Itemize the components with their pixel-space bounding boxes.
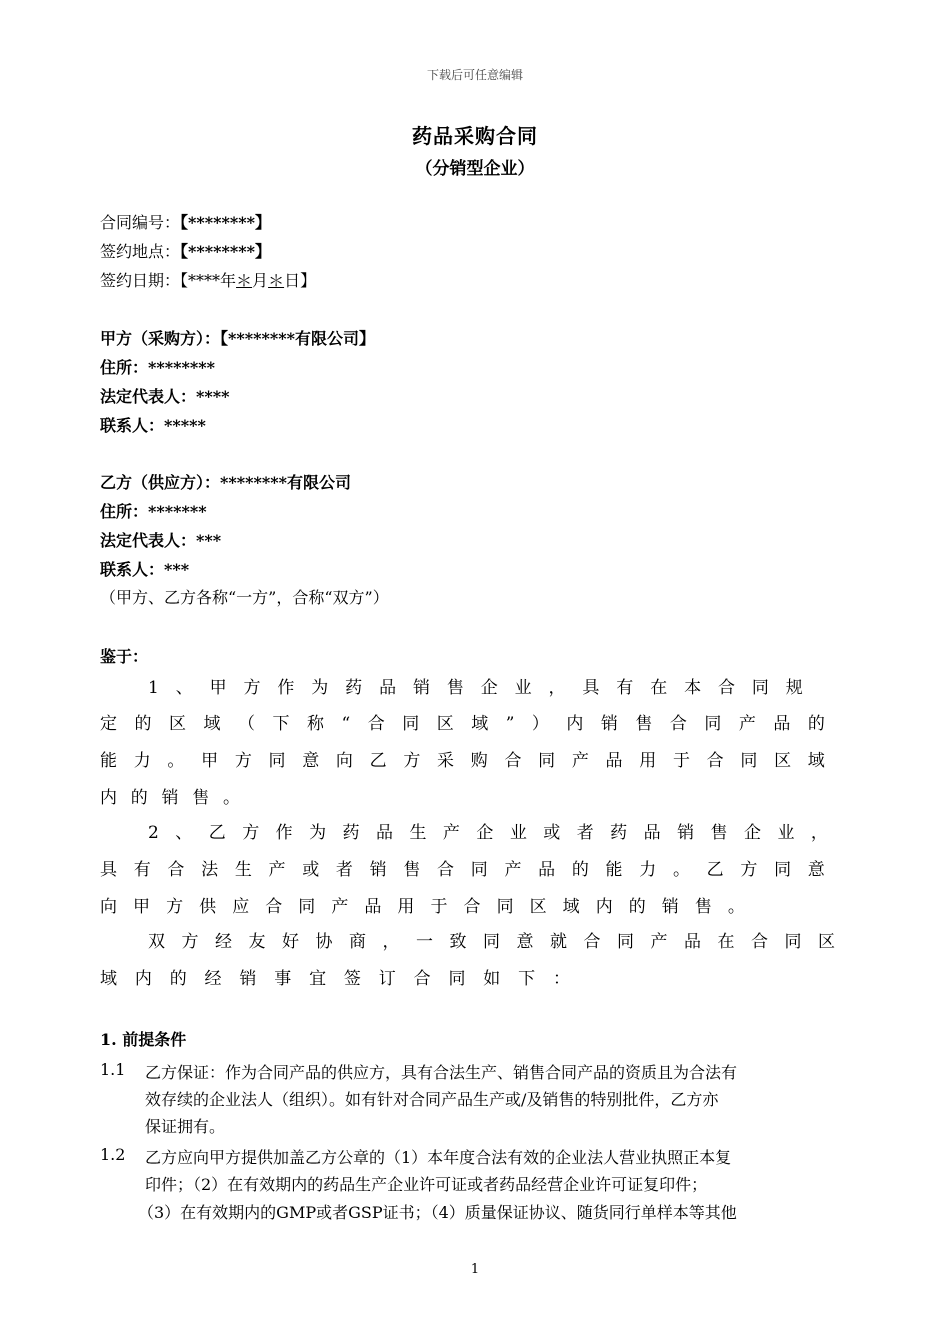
signing-date-label: 签约日期： <box>100 271 181 290</box>
signing-place-line <box>100 242 271 262</box>
recital-char: 者 <box>335 860 353 880</box>
recital-char: 同 <box>740 751 758 771</box>
party-a-name-label: 甲方（采购方）： <box>100 329 221 348</box>
recital-char: 同 <box>448 969 466 989</box>
recital-char: 好 <box>282 932 299 952</box>
recital-char: 者 <box>576 823 594 843</box>
clause-1-1-line: 乙方保证：作为合同产品的供应方，具有合法生产、销售合同产品的资质且为合法有 <box>145 1063 738 1082</box>
recital-char: 意 <box>807 860 825 880</box>
recital-char: 同 <box>751 678 769 698</box>
recital-char: 具 <box>100 860 117 880</box>
recital-char: 方 <box>740 860 758 880</box>
recital-char: 产 <box>504 860 522 880</box>
document-title: 药品采购合同 <box>412 124 538 148</box>
clause-1-2-line: 印件；（2）在有效期内的药品生产企业许可证或者药品经营企业许可证复印件； <box>145 1175 708 1194</box>
recital-char: 产 <box>442 823 460 843</box>
recital-char: 的 <box>130 788 148 808</box>
recital-char: 。 <box>167 751 185 771</box>
recital-char: 甲 <box>201 751 219 771</box>
recital-char: 合 <box>583 932 601 952</box>
signing-place-value: 【********】 <box>180 242 271 261</box>
recital-char: 力 <box>639 860 657 880</box>
recital-char: 品 <box>684 932 701 952</box>
recital-char: 甲 <box>209 678 227 698</box>
contract-number-label: 合同编号： <box>100 213 181 232</box>
recital-char: 药 <box>342 823 360 843</box>
recital-char: 就 <box>550 932 567 952</box>
recital-char: 订 <box>378 969 396 989</box>
recital-char: 能 <box>605 860 623 880</box>
recital-char: 同 <box>538 751 556 771</box>
party-a-address: 住所：******** <box>100 358 215 377</box>
recital-char: 域 <box>807 751 825 771</box>
recital-char: 。 <box>672 860 690 880</box>
recital-char: 销 <box>239 969 257 989</box>
recital-char: 有 <box>133 860 151 880</box>
recital-char: 售 <box>694 897 712 917</box>
recital-char: 合 <box>706 751 724 771</box>
recital-char: 的 <box>134 714 152 734</box>
recital-char: 合 <box>367 714 385 734</box>
recital-char: 1 <box>148 678 159 698</box>
clause-1-1-line: 保证拥有。 <box>145 1117 226 1136</box>
recital-char: ， <box>382 932 400 952</box>
recital-char: 同 <box>298 897 316 917</box>
recital-char: 供 <box>199 897 217 917</box>
recital-char: 销 <box>161 788 179 808</box>
recital-char: 的 <box>571 860 589 880</box>
recital-char: 、 <box>175 678 193 698</box>
contract-number-line <box>100 213 271 233</box>
recital-char: 为 <box>309 823 327 843</box>
recital-char: 合 <box>167 860 185 880</box>
recital-char: 宜 <box>309 969 327 989</box>
recital-char: 双 <box>148 932 165 952</box>
recital-char: 为 <box>311 678 329 698</box>
party-a-name-line <box>100 329 375 349</box>
recital-char: 应 <box>232 897 250 917</box>
recital-char: 销 <box>412 678 430 698</box>
recital-char: 合 <box>437 860 455 880</box>
recital-char: 有 <box>616 678 634 698</box>
recital-char: 生 <box>234 860 252 880</box>
recital-line <box>100 712 825 736</box>
party-b-contact: 联系人：*** <box>100 560 190 579</box>
recital-char: ” <box>505 714 515 734</box>
recital-char: 规 <box>785 678 803 698</box>
recital-char: 销 <box>600 714 618 734</box>
recital-char: 方 <box>234 751 252 771</box>
party-a-name-value: 【********有限公司】 <box>220 329 375 348</box>
recital-char: 合 <box>669 714 687 734</box>
recital-char: 2 <box>148 823 159 843</box>
recital-char: 同 <box>483 932 500 952</box>
recital-char: 域 <box>471 714 489 734</box>
party-b-address: 住所：******* <box>100 502 207 521</box>
recital-char: 同 <box>704 714 722 734</box>
recital-char: 品 <box>643 823 661 843</box>
recital-char: 合 <box>265 897 283 917</box>
recital-char: ， <box>548 678 566 698</box>
recital-char: 作 <box>277 678 295 698</box>
recital-char: 品 <box>773 714 791 734</box>
recital-char: 药 <box>610 823 628 843</box>
recital-char: 域 <box>562 897 580 917</box>
recital-char: 能 <box>100 751 117 771</box>
recital-char: 作 <box>275 823 293 843</box>
recital-char: 用 <box>397 897 415 917</box>
recital-char: 品 <box>605 751 623 771</box>
recital-char: 区 <box>169 714 186 734</box>
recital-line <box>148 676 803 700</box>
recital-char: 品 <box>379 678 397 698</box>
recital-line <box>100 967 570 991</box>
recital-char: 销 <box>661 897 679 917</box>
recital-char: 同 <box>617 932 634 952</box>
recital-char: 或 <box>302 860 320 880</box>
contract-number-value: 【********】 <box>180 213 271 232</box>
recital-char: 售 <box>403 860 421 880</box>
recital-char: 。 <box>223 788 240 808</box>
recital-char: 向 <box>335 751 353 771</box>
recital-char: 方 <box>243 678 261 698</box>
recital-char: 友 <box>248 932 266 952</box>
recital-char: 乙 <box>208 823 226 843</box>
recital-char: 产 <box>738 714 756 734</box>
recital-line <box>100 749 825 773</box>
signing-date-month: ＊ <box>236 271 253 290</box>
recital-char: 售 <box>446 678 464 698</box>
recital-char: 一 <box>416 932 433 952</box>
recital-char: 产 <box>331 897 349 917</box>
recital-char: 意 <box>302 751 320 771</box>
party-a-contact: 联系人：***** <box>100 416 206 435</box>
recital-char: 售 <box>635 714 653 734</box>
recital-char: （ <box>238 714 255 734</box>
recital-char: 。 <box>727 897 745 917</box>
recital-char: 乙 <box>706 860 724 880</box>
recital-char: 产 <box>650 932 668 952</box>
recital-char: 销 <box>677 823 695 843</box>
signing-date-month-unit: 月 <box>252 271 269 290</box>
recital-char: ， <box>810 823 828 843</box>
recital-char: 合 <box>717 678 735 698</box>
recital-char: 于 <box>672 751 690 771</box>
recital-char: 生 <box>409 823 427 843</box>
recital-char: 具 <box>582 678 600 698</box>
recital-char: 业 <box>509 823 527 843</box>
recital-line <box>148 930 835 954</box>
recital-char: 域 <box>203 714 221 734</box>
signing-date-day: ＊ <box>268 271 285 290</box>
recital-char: 企 <box>476 823 494 843</box>
recital-char: 区 <box>818 932 835 952</box>
recital-char: 乙 <box>369 751 387 771</box>
recital-char: 签 <box>343 969 361 989</box>
clause-1-1-number: 1.1 <box>100 1060 126 1079</box>
recital-char: 同 <box>774 860 792 880</box>
recital-char: 品 <box>376 823 393 843</box>
recital-char: 或 <box>543 823 561 843</box>
recital-char: 商 <box>349 932 366 952</box>
recital-char: 区 <box>774 751 792 771</box>
recital-char: 售 <box>710 823 728 843</box>
recital-char: 在 <box>717 932 735 952</box>
recital-char: 同 <box>402 714 420 734</box>
recital-char: 定 <box>100 714 117 734</box>
recital-char: 本 <box>684 678 702 698</box>
recital-char: 合 <box>751 932 768 952</box>
recital-char: ： <box>552 969 570 989</box>
recital-char: 区 <box>436 714 454 734</box>
recital-char: 同 <box>496 897 514 917</box>
recital-char: 区 <box>529 897 547 917</box>
recital-char: 品 <box>364 897 382 917</box>
recital-char: 方 <box>166 897 184 917</box>
recital-char: 合 <box>504 751 522 771</box>
party-b-representative: 法定代表人：*** <box>100 531 222 550</box>
recital-char: 方 <box>242 823 260 843</box>
recital-char: 法 <box>201 860 219 880</box>
recital-char: 用 <box>639 751 657 771</box>
recital-line <box>100 895 745 919</box>
recital-line <box>148 821 828 845</box>
clause-1-2-line: 乙方应向甲方提供加盖乙方公章的（1）本年度合法有效的企业法人营业执照正本复 <box>145 1148 732 1167</box>
recitals-heading: 鉴于： <box>100 647 149 666</box>
recital-char: ） <box>531 714 549 734</box>
signing-place-label: 签约地点： <box>100 242 181 261</box>
recital-char: 内 <box>566 714 584 734</box>
recital-char: 力 <box>133 751 151 771</box>
recital-char: 意 <box>516 932 534 952</box>
recital-char: 购 <box>470 751 488 771</box>
party-a-representative: 法定代表人：**** <box>100 387 230 406</box>
clause-1-2-line: （3）在有效期内的GMP或者GSP证书；（4）质量保证协议、随货同行单样本等其他 <box>138 1203 737 1222</box>
recital-char: 方 <box>403 751 421 771</box>
recital-char: 的 <box>628 897 646 917</box>
signing-date-day-unit: 日】 <box>284 271 317 290</box>
recital-char: 下 <box>518 969 536 989</box>
recital-char: 经 <box>215 932 232 952</box>
signing-date-line <box>100 271 316 291</box>
recital-char: 同 <box>784 932 802 952</box>
recital-char: 下 <box>272 714 290 734</box>
recital-char: 内 <box>100 788 117 808</box>
recital-line <box>100 786 240 810</box>
recital-char: 合 <box>463 897 481 917</box>
recital-char: 的 <box>169 969 187 989</box>
clause-1-2-number: 1.2 <box>100 1145 126 1164</box>
header-note: 下载后可任意编辑 <box>426 68 523 82</box>
recital-char: 产 <box>571 751 589 771</box>
recital-char: 内 <box>134 969 152 989</box>
parties-note: （甲方、乙方各称“一方”，合称“双方”） <box>100 588 389 607</box>
recital-char: 经 <box>204 969 222 989</box>
page-number: 1 <box>470 1262 480 1277</box>
recital-char: 采 <box>437 751 455 771</box>
recital-char: 甲 <box>133 897 151 917</box>
recital-char: 称 <box>307 714 324 734</box>
recital-char: 向 <box>100 897 117 917</box>
recital-char: 业 <box>777 823 795 843</box>
recital-char: 合 <box>413 969 431 989</box>
recital-char: 企 <box>480 678 498 698</box>
recital-char: 销 <box>369 860 387 880</box>
recital-char: 事 <box>274 969 292 989</box>
signing-date-year: 【****年 <box>180 271 237 290</box>
recital-char: 在 <box>650 678 668 698</box>
recital-char: 致 <box>449 932 467 952</box>
recital-char: 同 <box>268 751 286 771</box>
recital-char: 企 <box>743 823 761 843</box>
recital-line <box>100 858 825 882</box>
recital-char: 业 <box>514 678 532 698</box>
section-1-heading: 1. 前提条件 <box>100 1030 187 1049</box>
recital-char: 方 <box>181 932 199 952</box>
recital-char: “ <box>341 714 351 734</box>
recital-char: 、 <box>175 823 193 843</box>
recital-char: 内 <box>595 897 613 917</box>
recital-char: 售 <box>192 788 210 808</box>
recital-char: 如 <box>483 969 501 989</box>
recital-char: 产 <box>268 860 286 880</box>
recital-char: 同 <box>470 860 488 880</box>
recital-char: 协 <box>315 932 333 952</box>
clause-1-1-line: 效存续的企业法人（组织）。如有针对合同产品生产或/及销售的特别批件，乙方亦 <box>145 1090 719 1109</box>
recital-char: 于 <box>430 897 448 917</box>
recital-char: 品 <box>538 860 556 880</box>
recital-char: 药 <box>345 678 363 698</box>
document-subtitle: （分销型企业） <box>415 159 535 179</box>
recital-char: 域 <box>100 969 117 989</box>
recital-char: 的 <box>807 714 825 734</box>
party-b-name: 乙方（供应方）：********有限公司 <box>100 473 351 492</box>
